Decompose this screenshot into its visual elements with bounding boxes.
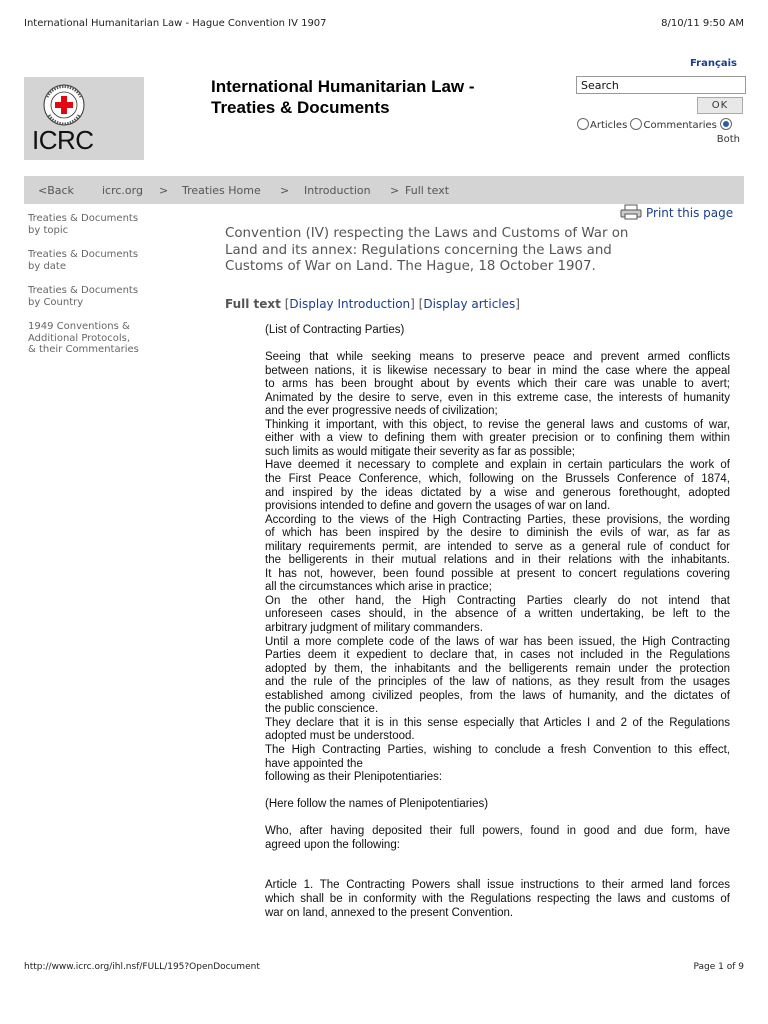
- icrc-logo[interactable]: [24, 77, 144, 160]
- print-header-datetime: 8/10/11 9:50 AM: [661, 18, 744, 29]
- radio-both-label[interactable]: Both: [716, 134, 740, 145]
- body-line: provisions intended to define and govern the usages of war on land.: [265, 500, 611, 513]
- body-line: Have deemed it necessary to complete and explain in certain particulars the work of: [265, 459, 730, 472]
- body-line: They declare that it is in this sense especially that Articles I and 2 of the Regulations: [265, 716, 730, 729]
- printer-icon: [620, 204, 642, 220]
- body-line: adopted by them, the inhabitants and the belligerents remain under the protection: [265, 662, 730, 675]
- nav-treaties-home-link[interactable]: Treaties Home: [182, 184, 261, 197]
- document-title-line: Land and its annex: Regulations concerning the Laws and: [225, 242, 612, 258]
- red-cross-emblem-icon: [39, 83, 89, 127]
- full-text-label: Full text: [225, 297, 281, 311]
- body-line: all the circumstances which arise in practice;: [265, 581, 492, 594]
- sidebar-item-label: 1949 Conventions &: [28, 321, 130, 332]
- language-link[interactable]: Français: [689, 58, 737, 69]
- body-line: military requirements permit, are intended to serve as a general rule of conduct for: [265, 540, 730, 553]
- body-line: (List of Contracting Parties): [265, 324, 405, 336]
- document-title-line: Customs of War on Land. The Hague, 18 October 1907.: [225, 259, 596, 274]
- body-line: adopted must be understood.: [265, 730, 415, 743]
- sidebar-item-by-country[interactable]: [28, 285, 178, 308]
- body-line: the belligerents in their mutual relations and in their relations with the inhabitants.: [265, 554, 730, 567]
- body-line: have appointed the: [265, 757, 363, 770]
- body-line: [265, 785, 730, 799]
- body-line: and the ever progressive needs of civilization;: [265, 405, 498, 418]
- sidebar-item-label: Treaties & Documents: [28, 285, 139, 296]
- body-line: unforeseen cases should, in the absence of a written undertaking, be left to the: [265, 608, 730, 621]
- body-line: war on land, annexed to the present Convention.: [265, 906, 514, 919]
- sidebar-item-by-date[interactable]: [28, 249, 178, 272]
- body-line: established among civilized peoples, from the laws of humanity, and the dictates of: [265, 689, 730, 702]
- radio-articles-circle[interactable]: [577, 118, 589, 130]
- document-body: [265, 324, 730, 920]
- nav-introduction-link[interactable]: Introduction: [304, 184, 371, 197]
- body-line: either with a view to defining them with greater precision or to confining them within: [265, 432, 730, 445]
- print-footer: [24, 962, 744, 972]
- body-line: It has not, however, been found possible at present to concert regulations covering: [265, 567, 730, 580]
- body-line: which shall be in conformity with the Regulations respecting the laws and customs of: [265, 892, 730, 905]
- body-line: such limits as would mitigate their severity as far as possible;: [265, 445, 575, 458]
- sidebar-item-label: & their Commentaries: [28, 344, 139, 355]
- body-line: and the rule of the principles of the law of nations, as they result from the usages: [265, 676, 730, 689]
- search-input[interactable]: [576, 76, 746, 94]
- display-introduction-link[interactable]: Display Introduction: [289, 297, 411, 311]
- sidebar-nav: [28, 213, 178, 369]
- breadcrumb-navbar: [24, 176, 744, 204]
- sidebar-item-label: by date: [28, 260, 66, 272]
- document-title: [225, 226, 745, 276]
- nav-separator: >: [390, 184, 400, 197]
- nav-back-link[interactable]: <Back: [38, 184, 74, 197]
- radio-commentaries[interactable]: [630, 120, 716, 131]
- bracket: ] [: [410, 297, 424, 311]
- print-header-title: International Humanitarian Law - Hague Convention IV 1907: [24, 18, 327, 29]
- body-line: Parties deem it expedient to declare that, in cases not included in the Regulations: [265, 649, 730, 662]
- sidebar-item-label: by Country: [28, 296, 84, 308]
- body-line: arbitrary judgment of military commanders.: [265, 622, 483, 635]
- display-articles-link[interactable]: Display articles: [423, 297, 516, 311]
- search-ok-button[interactable]: OK: [697, 97, 743, 114]
- body-line: On the other hand, the High Contracting Parties clearly do not intend that: [265, 594, 730, 607]
- body-line: agreed upon the following:: [265, 838, 400, 851]
- body-line: Thinking it important, with this object, to revise the general laws and customs of war,: [265, 418, 730, 431]
- body-line: [265, 866, 730, 880]
- body-line: Article 1. The Contracting Powers shall issue instructions to their armed land forces: [265, 879, 730, 892]
- body-line: [265, 338, 730, 352]
- bracket: [: [284, 297, 290, 311]
- print-header: [24, 18, 744, 29]
- nav-separator: >: [280, 184, 290, 197]
- body-line: Until a more complete code of the laws of war has been issued, the High Contracting: [265, 635, 730, 648]
- sidebar-item-by-topic[interactable]: [28, 213, 178, 236]
- body-line: of which has been inspired by the desire to diminish the evils of war, as far as: [265, 527, 730, 540]
- logo-text: ICRC: [32, 125, 94, 155]
- body-line: the First Peace Conference, which, following on the Brussels Conference of 1874,: [265, 473, 730, 486]
- print-footer-url: http://www.icrc.org/ihl.nsf/FULL/195?OpenDocument: [24, 962, 260, 972]
- body-line: Who, after having deposited their full powers, found in good and due form, have: [265, 825, 730, 838]
- print-footer-page: Page 1 of 9: [693, 962, 744, 972]
- print-page-label: Print this page: [646, 206, 734, 220]
- full-text-row: [225, 297, 520, 311]
- sidebar-item-label: Additional Protocols,: [28, 332, 131, 344]
- body-line: between nations, it is likewise necessary to bear in mind the case where the appeal: [265, 364, 730, 377]
- body-line: [265, 852, 730, 866]
- body-line: According to the views of the High Contracting Parties, these provisions, the wording: [265, 513, 730, 526]
- site-title: [211, 76, 541, 118]
- radio-commentaries-label: Commentaries: [643, 120, 717, 131]
- search-scope-options: [577, 118, 742, 147]
- body-line: Animated by the desire to serve, even in this extreme case, the interests of humanity: [265, 391, 730, 404]
- sidebar-item-label: Treaties & Documents: [28, 213, 139, 224]
- body-line: to arms has been brought about by events which their care was unable to avert;: [265, 378, 730, 391]
- nav-full-text-link[interactable]: Full text: [405, 184, 450, 197]
- nav-separator: >: [159, 184, 169, 197]
- radio-articles-label: Articles: [590, 120, 628, 131]
- sidebar-item-label: by topic: [28, 224, 69, 236]
- sidebar-item-1949-conventions[interactable]: [28, 321, 178, 356]
- sidebar-item-label: Treaties & Documents: [28, 249, 139, 260]
- bracket: ]: [515, 297, 520, 311]
- site-title-line1: International Humanitarian Law -: [211, 77, 475, 96]
- document-title-line: Convention (IV) respecting the Laws and Customs of War on: [225, 226, 629, 241]
- body-line: and inspired by the ideas dictated by a wise and generous forethought, adopted: [265, 486, 730, 499]
- radio-articles[interactable]: [577, 120, 627, 131]
- body-line: following as their Plenipotentiaries:: [265, 771, 443, 784]
- site-title-line2: Treaties & Documents: [211, 98, 390, 117]
- body-line: (Here follow the names of Plenipotentiaries): [265, 798, 489, 811]
- body-line: The High Contracting Parties, wishing to conclude a fresh Convention to this effect,: [265, 743, 730, 756]
- radio-both-circle[interactable]: [720, 118, 732, 130]
- nav-icrc-link[interactable]: icrc.org: [102, 184, 143, 197]
- body-line: [265, 812, 730, 826]
- print-page-link[interactable]: [620, 204, 733, 220]
- body-line: Seeing that while seeking means to preserve peace and prevent armed conflicts: [265, 351, 730, 364]
- body-line: the public conscience.: [265, 703, 379, 716]
- radio-commentaries-circle[interactable]: [630, 118, 642, 130]
